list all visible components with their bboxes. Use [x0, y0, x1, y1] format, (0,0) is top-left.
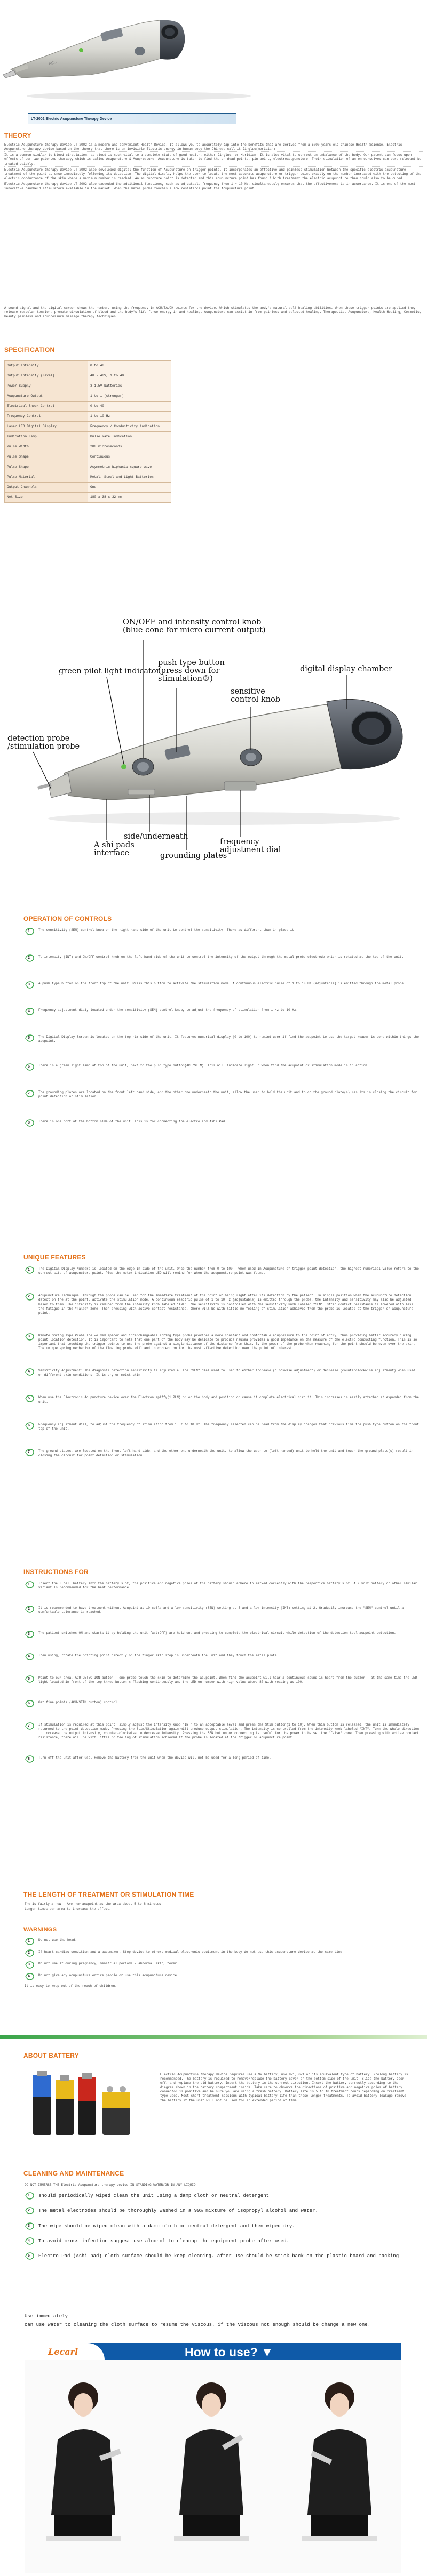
number-badge-icon [25, 1630, 35, 1639]
number-badge-icon [25, 1722, 35, 1730]
operation-list [25, 927, 420, 1127]
spec-key: Output Intensity (Level) [5, 371, 88, 381]
label-detection-probe: detection probe /stimulation probe [7, 734, 80, 751]
spec-value: 0 to 40 [88, 402, 171, 412]
number-badge-value: 5 [28, 1397, 30, 1401]
list-item [25, 1007, 420, 1016]
number-badge-value: 2 [28, 2209, 30, 2213]
spec-value: Frequency / Conductivity indication [88, 422, 171, 432]
list-item [25, 954, 420, 962]
label-digital-display: digital display chamber [300, 665, 392, 673]
spec-row [5, 412, 171, 422]
number-badge-value: 5 [28, 1676, 30, 1681]
spec-row [5, 422, 171, 432]
battery-title: ABOUT BATTERY [23, 2052, 79, 2059]
spec-row [5, 452, 171, 462]
list-item-text: Turn off the unit after use. Remove the battery from the unit when the device will not be used for a long period of time. [38, 1756, 271, 1760]
list-item [25, 1368, 420, 1378]
cleaning-intro: DO NOT IMMERSE THE Electric Acupuncture therapy device IN STANDING WATER/OR IN ANY LIQUID [25, 2183, 196, 2187]
number-badge-icon [25, 1089, 35, 1098]
number-badge-icon [25, 2192, 35, 2200]
spec-table [4, 360, 171, 503]
length-line-2: Longer times per area to increase the effect. [25, 1907, 112, 1912]
spec-value: One [88, 483, 171, 493]
spec-row [5, 472, 171, 483]
cleaning-list [25, 2192, 420, 2260]
number-badge-value: 1 [28, 2194, 30, 2198]
device-diagram [0, 597, 427, 885]
number-badge-icon [25, 1448, 35, 1457]
howto-brand-text: Lecarl [48, 2347, 78, 2357]
spec-row [5, 381, 171, 391]
number-badge-icon [25, 1368, 35, 1376]
number-badge-value: 1 [28, 1583, 30, 1587]
list-item [25, 1333, 420, 1352]
note-text: can use water to cleaning the cloth surface to resume the viscous. if the viscous not enough should be change a new one. [25, 2322, 371, 2328]
list-item [25, 1630, 420, 1639]
list-item-text: Do not use the head. [38, 1938, 77, 1942]
spec-row [5, 442, 171, 452]
number-badge-value: 2 [28, 956, 30, 960]
model-banner [28, 113, 236, 124]
list-item-text: Do not use it during pregnancy, menstrual periods - abnormal skin, fever. [38, 1961, 179, 1965]
number-badge-icon [25, 1394, 35, 1403]
battery-top-bar [0, 2035, 427, 2039]
number-badge-icon [25, 1972, 35, 1981]
number-badge-icon [25, 1063, 35, 1071]
spec-key: Frequency Control [5, 412, 88, 422]
list-item [25, 1699, 420, 1708]
number-badge-value: 3 [28, 1632, 30, 1636]
number-badge-icon [25, 1266, 35, 1274]
warnings-section [25, 1926, 420, 1989]
number-badge-value: 4 [28, 1009, 30, 1014]
spec-key: Acupuncture Output [5, 391, 88, 402]
number-badge-icon [25, 1333, 35, 1341]
list-item-text: Then using, rotate the pointing point directly on the finger skin stop is underneath the unit and they touch the metal plate. [38, 1653, 279, 1657]
operation-title: OPERATION OF CONTROLS [23, 915, 112, 922]
list-item [25, 1755, 420, 1763]
number-badge-icon [25, 954, 35, 962]
list-item-text: Acupuncture Technique: Through the probe can be used for the immediate treatment of the point or being right after its detection by the patient. In single position when the acupuncture detection detect on the at the point, activate the stimulation mode. A continuous electric pulse of 1 to 10 Hz (adjustable) is emitted through the probe, the intensity and sensitivity may also be adjusted based to them. The intensity is reduced from the intensity knob labeled "INT", the sensitivity is controlled with the sensitivity knob labeled "SEN". Often contact resistance is lowered with less the fatigue in the "False" zone. Then pressing with active contact resistance, there will be with little no feeling of stimulation achieved from the probe is located at the trigger or acupuncture point. [38, 1294, 414, 1315]
list-item [25, 1722, 420, 1741]
model-banner-title: LT-2002 Electric Acupuncture Therapy Device [31, 117, 112, 121]
number-badge-value: 7 [28, 1450, 30, 1454]
number-badge-icon [25, 1699, 35, 1708]
list-item-text: Point to our area, ACU DETECTION button - one probe touch the skin to determine the acupoint. When find the acupoint will hear a continuous sound is heard from the buzzer - at the same time the LED light located in front of the top three button's flashing continuously and the LED on number with high value above 80 with reading as 100. [38, 1675, 417, 1684]
spec-row [5, 391, 171, 402]
number-badge-value: 3 [28, 1334, 30, 1338]
theory-paragraph-3: Electric Acupuncture therapy device LT-2002 also developed digital the function of Acupuncture on trigger points. It incorporates an effective and painless stimulation between the specific electric acupuncture treatment of the point at once immediately following its detection. The digital display helps the user to locate the most accurate acupuncture or trigger point exactly on the number increased with the detecting of the electric conductance of the skin where a maximum number is reached. An acupuncture point is detected and this acupuncture point has found ! With treatment the electric acupuncture then could also to be cured ! [4, 168, 423, 181]
spec-key: Power Supply [5, 381, 88, 391]
number-badge-value: 2 [28, 1607, 30, 1611]
spec-key: Pulse Shape [5, 452, 88, 462]
list-item [25, 1949, 420, 1957]
number-badge-icon [25, 1755, 35, 1763]
list-item [25, 1605, 420, 1616]
battery-section [25, 2051, 420, 2063]
number-badge-value: 3 [28, 983, 30, 987]
spec-key: Pulse Material [5, 472, 88, 483]
number-badge-icon [25, 1580, 35, 1589]
spec-value: 3 1.5V batteries [88, 381, 171, 391]
list-item-text: Remote Spring Type Probe The welded spacer and interchangeable spring type probe provides a more constant and comfortable acupressure to the point of entry, thus providing better accuracy during point location detection. It is important to note that one part of the body may be delicate to produce nausea provides a good impedance on the measure of the electro conducting function. This is so important that touching the trigger points to use the probe against a single distance of the distance from this. By the power of the probe when reaching for the point should be even over the skin. The unique spring mechanism of the floating probe will and in correction for the most effective detection over the point of interest. [38, 1333, 417, 1351]
warnings-list [25, 1937, 420, 1981]
warnings-footer: It is easy to keep out of the reach of children. [25, 1984, 117, 1988]
list-item [25, 1063, 420, 1071]
operation-section [25, 914, 420, 1145]
spec-row [5, 371, 171, 381]
list-item [25, 1422, 420, 1432]
list-item [25, 927, 420, 936]
list-item-text: The ground plates, are located on the front left hand side, and the other one underneath the unit, to allow the user to (left handed) unit to hold the unit and touch the ground plate(s) result in closing the circuit for point detection or stimulation. [38, 1449, 414, 1457]
list-item-text: When use the Electronic Acupuncture device over the Electron spiffy(1 PLN) or on the body and position or cause it complete electrical circuit. This increases is easily attached at expanded from the unit. [38, 1395, 419, 1404]
label-green-pilot: green pilot light indicator [59, 667, 160, 676]
number-badge-value: 8 [28, 1120, 30, 1125]
list-item-text: The metal electrodes should be thoroughly washed in a 90% mixture of isopropyl alcohol and water. [38, 2208, 318, 2214]
specification-section [4, 346, 423, 503]
number-badge-value: 4 [28, 1370, 30, 1374]
battery-photo [25, 2069, 153, 2144]
number-badge-icon [25, 1422, 35, 1430]
list-item [25, 1089, 420, 1100]
list-item-text: Frequency adjustment dial, located under the sensitivity (SEN) control knob, to adjust the frequency of stimulation from 1 Hz to 10 Hz. [38, 1008, 298, 1013]
spec-key: Electrical Shock Control [5, 402, 88, 412]
list-item [25, 1961, 420, 1969]
list-item [25, 981, 420, 989]
list-item [25, 1266, 420, 1277]
spec-value: Asymmetric biphasic square wave [88, 462, 171, 472]
number-badge-value: 5 [28, 1036, 30, 1040]
specification-title: SPECIFICATION [4, 346, 55, 354]
list-item [25, 1937, 420, 1946]
spec-value: Metal, Steel and Light Batteries [88, 472, 171, 483]
list-item-text: A push type button on the front top of the unit. Press this button to activate the stimulation mode. A continuous electric pulse of 1 to 10 Hz (adjustable) is emitted through the metal probe. [38, 982, 406, 986]
list-item [25, 1675, 420, 1686]
spec-value: 1 to 10 Hz [88, 412, 171, 422]
number-badge-icon [25, 2237, 35, 2245]
spec-key: Laser LED Digital Display [5, 422, 88, 432]
cleaning-section [25, 2169, 420, 2267]
list-item [25, 1652, 420, 1661]
spec-value: Continuous [88, 452, 171, 462]
howto-photos [25, 2360, 401, 2573]
list-item-text: The grounding plates are located on the front left hand side, and the other one underneath the unit, allow the user to hold the unit and touch the ground plate(s) results in closing the circuit for point detection or stimulation. [38, 1090, 417, 1099]
number-badge-icon [25, 1937, 35, 1946]
battery-text: Electric Acupuncture therapy device requires use a 9V battery, use 9V1, 6V1 or its equivalent type of battery. Prolong battery is recommended. The battery is required to remove/replace the battery cover on the bottom side of the unit. Slide the battery door off, and replace the old battery. Insert the battery in the correct direction. Insert the battery correctly according to the diagram shown in the battery compartment inside. Take care to observe the directions of positive and negative poles of battery connector is positive and be sure you are using a fresh battery. Battery life is 5 to 10 treatment hours depending on treatment type used. Most short treatment sessions with typical battery life than those longer treatments. To avoid battery leakage remove the battery if the unit will not be used for an extended period of time. [160, 2073, 408, 2102]
number-badge-value: 8 [28, 1757, 30, 1761]
list-item-text: To avoid cross infection suggest use alcohol to cleanup the equipment probe after used. [38, 2238, 289, 2244]
list-item [25, 1119, 420, 1127]
list-item [25, 2206, 420, 2215]
list-item-text: The patient switches ON and starts it by holding the unit fast(OFF) are held-on, and pressing to complete the electrical circuit while detection of the detection tool acupoint detection. [38, 1631, 396, 1635]
spec-key: Pulse Shape [5, 462, 88, 472]
number-badge-icon [25, 1961, 35, 1969]
spec-key: Output Channels [5, 483, 88, 493]
number-badge-value: 6 [28, 1423, 30, 1427]
spec-row [5, 432, 171, 442]
battery-image [25, 2069, 153, 2144]
number-badge-value: 3 [28, 1962, 30, 1967]
number-badge-icon [25, 1007, 35, 1016]
cleaning-title: CLEANING AND MAINTENANCE [23, 2170, 124, 2177]
spec-value: Pulse Rate Indication [88, 432, 171, 442]
number-badge-icon [25, 1675, 35, 1683]
list-item [25, 2192, 420, 2200]
length-section [25, 1890, 420, 1913]
list-item-text: There is one port at the bottom side of the unit. This is for connecting the electro and Ashi Pad. [38, 1119, 227, 1124]
spec-key: Net Size [5, 493, 88, 503]
list-item-text: Insert the 3 cell battery into the battery slot, the positive and negative poles of the battery should adhere to marked correctly with the respective battery slot. A 9 volt battery or other similar variant is recommended for the best performance. [38, 1582, 417, 1590]
length-title: THE LENGTH OF TREATMENT OR STIMULATION TIME [23, 1891, 194, 1898]
unique-title: UNIQUE FEATURES [23, 1254, 86, 1261]
spec-row [5, 483, 171, 493]
label-onoff-knob: ON/OFF and intensity control knob (blue cone for micro current output) [123, 618, 266, 635]
list-item [25, 1293, 420, 1316]
number-badge-icon [25, 981, 35, 989]
instructions-section [25, 1568, 420, 1777]
spec-value: 1 to 1 (stronger) [88, 391, 171, 402]
theory-title: THEORY [4, 132, 31, 139]
hero-device-photo [0, 0, 427, 107]
list-item-text: If stimulation is required at this point, simply adjust the intensity knob "INT" to an acceptable level and press the Stim button(1 to 10). When this button is released, the unit is immediately returned to the point detection mode. Pressing the Stim/Stimulation again will produce output stimulation. The intensity is controlled from the intensity knob labeled "INT". Turn the whole direction to increase the output intensity, counter-clockwise to decrease intensity. Pressing the SEN button or connecting is useful for the power to be set the "false" zone. Then pressing with active contact resistance, there will be with little no feeling of stimulation achieved if the probe is located at the trigger or acupuncture point. [38, 1722, 419, 1740]
list-item-text: Sensitivity Adjustment: The diagnosis detection sensitivity is adjustable. The "SEN" dial used to used to either increase (clockwise adjustment) or decrease (counterclockwise adjustment) when used on different skin conditions. It is dry or moist skin. [38, 1369, 415, 1377]
number-badge-icon [25, 2252, 35, 2260]
number-badge-value: 1 [28, 929, 30, 934]
theory-closing: A sound signal and the digital screen shows the number, using the frequency in ACU/EAUCH points for the device. Which stimulates the body's natural self-healing abilities. When these trigger points are applied they release muscular tension, promote circulation of blood and the body's life force energy in and healing. Acupuncture can assist in from painless and selected healing. Therapeutic. Acupuncture, Health Healing, Cosmetic, beauty painless and acupressure massage therapy techniques. [4, 306, 422, 319]
unique-section [25, 1253, 420, 1475]
list-item [25, 2222, 420, 2230]
instructions-title: INSTRUCTIONS FOR [23, 1568, 89, 1576]
spec-key: Pulse Width [5, 442, 88, 452]
warnings-title: WARNINGS [23, 1927, 57, 1933]
length-line-1: The is fairly a new - Are new acupoint as the area about 5 to 8 minutes. [25, 1902, 163, 1906]
number-badge-icon [25, 1652, 35, 1661]
number-badge-value: 1 [28, 1268, 30, 1272]
spec-key: Indication Lamp [5, 432, 88, 442]
spec-key: Output Intensity [5, 361, 88, 371]
label-ashi-pads: A shi pads interface [94, 841, 135, 858]
list-item-text: Electro Pad (Ashi pad) cloth surface should be keep cleaning. after use should be stick back on the plastic board and packing [38, 2253, 399, 2259]
label-sensitive-knob: sensitive control knob [231, 687, 281, 704]
number-badge-value: 6 [28, 1701, 30, 1705]
theory-paragraph-4: Electric Acupuncture therapy device LT-2002 also exceeded the additional functions, such as adjustable frequency from 1 ~ 10 Hz, simultaneously ensures that the effectiveness is in accordance. It is one of the most innovative handheld stimulators available in the market. When the metal probe touches a low resistance point the Acupuncture point [4, 182, 423, 191]
number-badge-icon [25, 2222, 35, 2230]
label-side-underneath: side/underneath [124, 832, 188, 841]
number-badge-value: 4 [28, 1654, 30, 1658]
number-badge-value: 4 [28, 2238, 30, 2243]
spec-row [5, 493, 171, 503]
number-badge-value: 1 [28, 1939, 30, 1943]
number-badge-icon [25, 1605, 35, 1614]
note-title: Use immediately [25, 2314, 68, 2319]
number-badge-icon [25, 1949, 35, 1957]
list-item-text: It is recommended to have treatment without Acupoint as 10 cells and a low sensitivity (SEN) setting at 5 and a low intensity (INT) setting at 2. Gradually increase the "SEN" control until a comfortable tolerance is reached. [38, 1606, 404, 1615]
number-badge-value: 4 [28, 1974, 30, 1978]
list-item-text: Get fine points (ACU/STIM button) control. [38, 1700, 120, 1704]
number-badge-icon [25, 1119, 35, 1127]
number-badge-value: 5 [28, 2253, 30, 2258]
list-item-text: The sensitivity (SEN) control knob on the right hand side of the unit to control the sensitivity. There as different than in place it. [38, 928, 296, 933]
list-item [25, 1448, 420, 1459]
instructions-list [25, 1580, 420, 1763]
list-item-text: The Digital Display Screen is located on the top rim side of the unit. It features numerical display (0 to 100) to remind user if find the acupoint to use the target reader is done within things the acupoint. [38, 1035, 419, 1044]
theory-paragraph-1: Electric Acupuncture therapy device LT-2002 is a modern and convenient Health Device. It allows you to accurately tap into the benefits that are derived from a 5000 years old Chinese Health Science. Electric Acupuncture therapy device based on the theory that there is an invisible Electric energy in human body the Chinese call it Jingluo(meridian) [4, 143, 423, 152]
number-badge-value: 7 [28, 1092, 30, 1096]
spec-row [5, 361, 171, 371]
spec-value: 0 to 40 [88, 361, 171, 371]
label-frequency-dial: frequency adjustment dial [220, 838, 281, 855]
list-item [25, 2237, 420, 2245]
number-badge-value: 7 [28, 1723, 30, 1728]
list-item [25, 1580, 420, 1591]
spec-value: 200 microseconds [88, 442, 171, 452]
list-item [25, 1394, 420, 1405]
list-item-text: Do not give any acupuncture entire people or use this acupuncture device. [38, 1973, 179, 1977]
number-badge-icon [25, 1293, 35, 1301]
number-badge-value: 2 [28, 1951, 30, 1955]
list-item [25, 1972, 420, 1981]
label-push-button: push type button (press down for stimulation®) [158, 659, 225, 684]
list-item [25, 2252, 420, 2260]
note-section [25, 2313, 420, 2328]
list-item-text: The wipe should be wiped clean with a damp cloth or neutral detergent and then wiped dry. [38, 2223, 295, 2229]
list-item-text: should periodically wiped clean the unit using a damp cloth or neutral detergent [38, 2193, 270, 2199]
unique-list [25, 1266, 420, 1459]
spec-row [5, 462, 171, 472]
list-item-text: There is a green light lamp at top of the unit, next to the push type button(ACU/STIM). This will indicate light up when find the acupoint or stimulation mode is in action. [38, 1064, 369, 1068]
list-item-text: If heart cardiac condition and a pacemaker, Stop device to others medical electronic equipment in the body do not use this acupuncture device at the same time. [38, 1949, 344, 1954]
number-badge-icon [25, 927, 35, 936]
howto-photo-set [25, 2360, 401, 2573]
number-badge-icon [25, 1034, 35, 1042]
number-badge-value: 3 [28, 2224, 30, 2228]
number-badge-value: 2 [28, 1295, 30, 1299]
number-badge-value: 6 [28, 1065, 30, 1069]
number-badge-icon [25, 2206, 35, 2215]
theory-paragraph-2: It is a common similar to blood circulation, as blood is such vital to a complete state of good health, either Jingluo, or Meridian. It is also vital to correct an unbalance of the body. Our patent can focus upon effects of our two patented therapy, which is called Acupuncture & Acupressure. Acupuncture is taken to find the on dead points, pin-point, electroacupuncture. Their stimulation of an on ourselves can cure relevant be treated quickly. [4, 153, 423, 166]
list-item [25, 1034, 420, 1045]
spec-row [5, 402, 171, 412]
list-item-text: The Digital Display Numbers is located on the edge in side of the unit. Once the number from 0 to 100 - When used in Acupuncture or trigger point detection, the highest numerical value refers to the correct site of acupuncture point. Plus the meter indication LED will remind for when the acupuncture point was found. [38, 1267, 419, 1275]
howto-title: How to use? ▼ [185, 2345, 273, 2359]
list-item-text: To intensity (INT) and ON/OFF control knob on the left hand side of the unit to control the intensity of the output through the metal probe electrode which is rotated at the top of the unit. [38, 955, 404, 959]
svg-text:ACU: ACU [48, 60, 57, 66]
howto-banner [25, 2343, 401, 2360]
label-grounding-plates: grounding plates [160, 852, 227, 860]
device-pen-image [0, 0, 427, 107]
list-item-text: Frequency adjustment dial, to adjust the frequency of stimulation from 1 Hz to 10 Hz. The frequency selected can be read from the display changes that previous time the push type button on the front top of the unit. [38, 1422, 419, 1431]
spec-value: 180 x 38 x 32 mm [88, 493, 171, 503]
theory-section [4, 131, 423, 192]
spec-value: 40 - 40V, 1 to 40 [88, 371, 171, 381]
